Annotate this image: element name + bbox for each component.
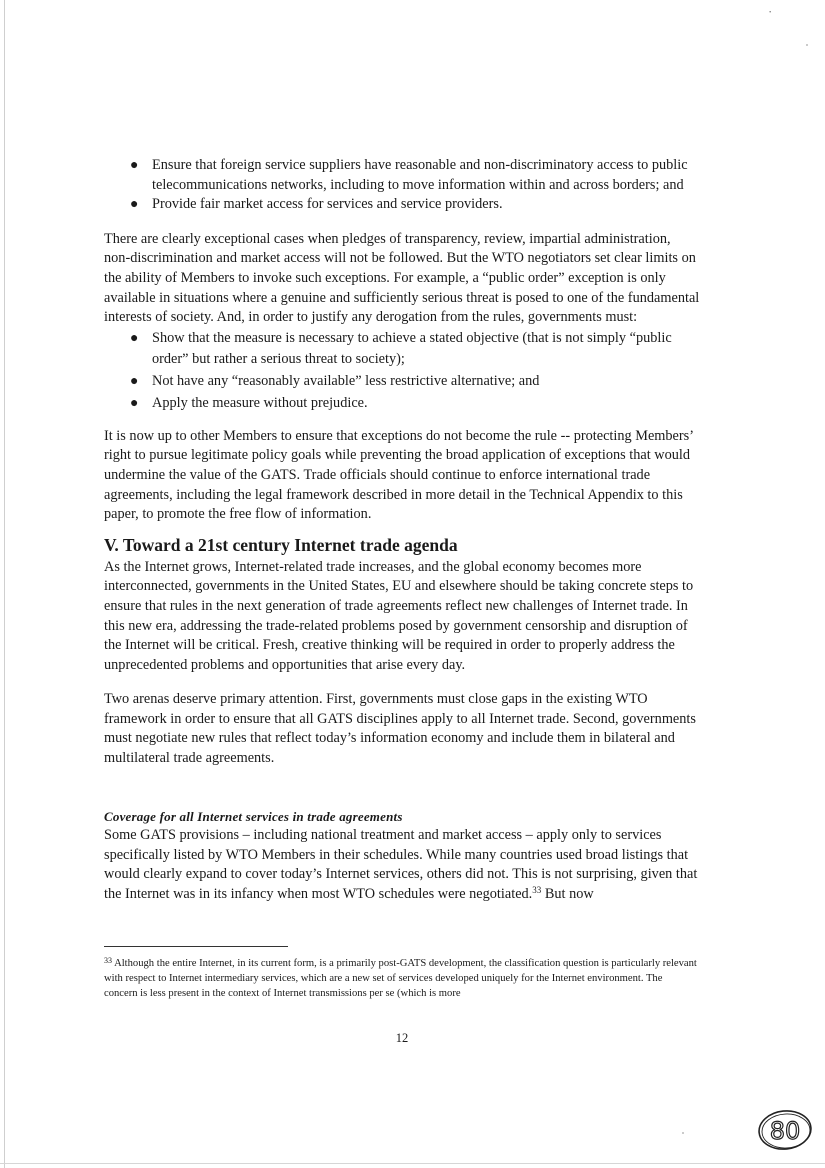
scan-speck — [806, 44, 808, 46]
stamp-number: 80 — [769, 1117, 801, 1145]
list-item-text: Ensure that foreign service suppliers have reasonable and non-discriminatory access to public telecommunications networks, including to move information within and across borders; and — [152, 157, 688, 193]
scan-speck — [682, 1132, 684, 1134]
list-item — [104, 328, 700, 370]
list-item-text: Provide fair market access for services and service providers. — [152, 196, 503, 213]
footnote — [104, 956, 698, 1001]
list-item — [104, 393, 700, 414]
page-number: 12 — [395, 1031, 409, 1045]
list-item — [104, 195, 700, 215]
bullet-icon: ● — [130, 395, 139, 411]
paragraph-coverage-tail: But now — [541, 886, 594, 903]
section-heading: V. Toward a 21st century Internet trade agenda — [104, 534, 458, 555]
paragraph-coverage — [104, 826, 700, 904]
list-item — [104, 371, 700, 392]
handwritten-stamp-icon — [755, 1106, 815, 1154]
paragraph-coverage-text: Some GATS provisions – including national treatment and market access – apply only to services specifically listed by WTO Members in their schedules. While many countries used broad listings that would clearly expand to cover today’s Internet services, others did not. This is not surprising, given that the Internet was in its infancy when most WTO schedules were negotiated. — [104, 827, 698, 903]
paragraph-internet: As the Internet grows, Internet-related trade increases, and the global economy becomes more interconnected, governments in the United States, EU and elsewhere should be taking concrete steps to ensure that rules in the next generation of trade agreements reflect new challenges of Internet trade. In this new era, addressing the trade-related problems posed by government censorship and disruption of the Internet will be critical. Fresh, creative thinking will be required in order to properly address the unprecedented problems and opportunities that arise every day. — [104, 558, 694, 673]
bullet-icon: ● — [130, 197, 139, 213]
list-item-text: Not have any “reasonably available” less restrictive alternative; and — [152, 372, 540, 389]
paragraph-exceptions: There are clearly exceptional cases when pledges of transparency, review, impartial administration, non-discrimination and market access will not be followed. But the WTO negotiators set clear limits on the ability of Members to invoke such exceptions. For example, a “public order” exception is only available in situations where a genuine and sufficiently serious threat is posed to one of the fundamental interests of society. And, in order to justify any derogation from the rules, governments must: — [104, 230, 700, 326]
scan-edge-bottom — [0, 1163, 825, 1164]
corner-mark: · — [768, 4, 773, 19]
list-item-text: Show that the measure is necessary to achieve a stated objective (that is not simply “public order” but rather a serious threat to society); — [152, 329, 672, 367]
bullet-icon: ● — [130, 373, 139, 389]
footnote-divider — [104, 946, 288, 947]
bullet-list-must — [104, 328, 700, 414]
bullet-icon: ● — [130, 158, 139, 173]
page-body — [104, 156, 700, 905]
subheading: Coverage for all Internet services in trade agreements — [104, 808, 403, 824]
scan-edge-left — [4, 0, 5, 1168]
bullet-list-top — [104, 156, 700, 215]
footnote-number: 33 — [104, 956, 112, 965]
paragraph-members: It is now up to other Members to ensure that exceptions do not become the rule -- protecting Members’ right to pursue legitimate policy goals while preventing the broad application of exceptions that would undermine the value of the GATS. Trade officials should continue to enforce international trade agreements, including the legal framework described in more detail in the Technical Appendix to this paper, to promote the free flow of information. — [104, 427, 693, 523]
bullet-icon: ● — [130, 330, 139, 346]
paragraph-arenas: Two arenas deserve primary attention. First, governments must close gaps in the existing WTO framework in order to ensure that all GATS disciplines apply to all Internet trade. Second, governments must negotiate new rules that reflect today’s information economy and include them in bilateral and multilateral trade agreements. — [104, 691, 696, 767]
footnote-reference[interactable]: 33 — [532, 885, 542, 896]
footnote-text: Although the entire Internet, in its current form, is a primarily post-GATS development, the classification question is particularly relevant with respect to Internet intermediary services, which are a new set of services developed uniquely for the Internet environment. The concern is less present in the context of Internet transmissions per se (which is more — [104, 958, 697, 999]
list-item-text: Apply the measure without prejudice. — [152, 394, 368, 411]
list-item — [104, 156, 700, 195]
